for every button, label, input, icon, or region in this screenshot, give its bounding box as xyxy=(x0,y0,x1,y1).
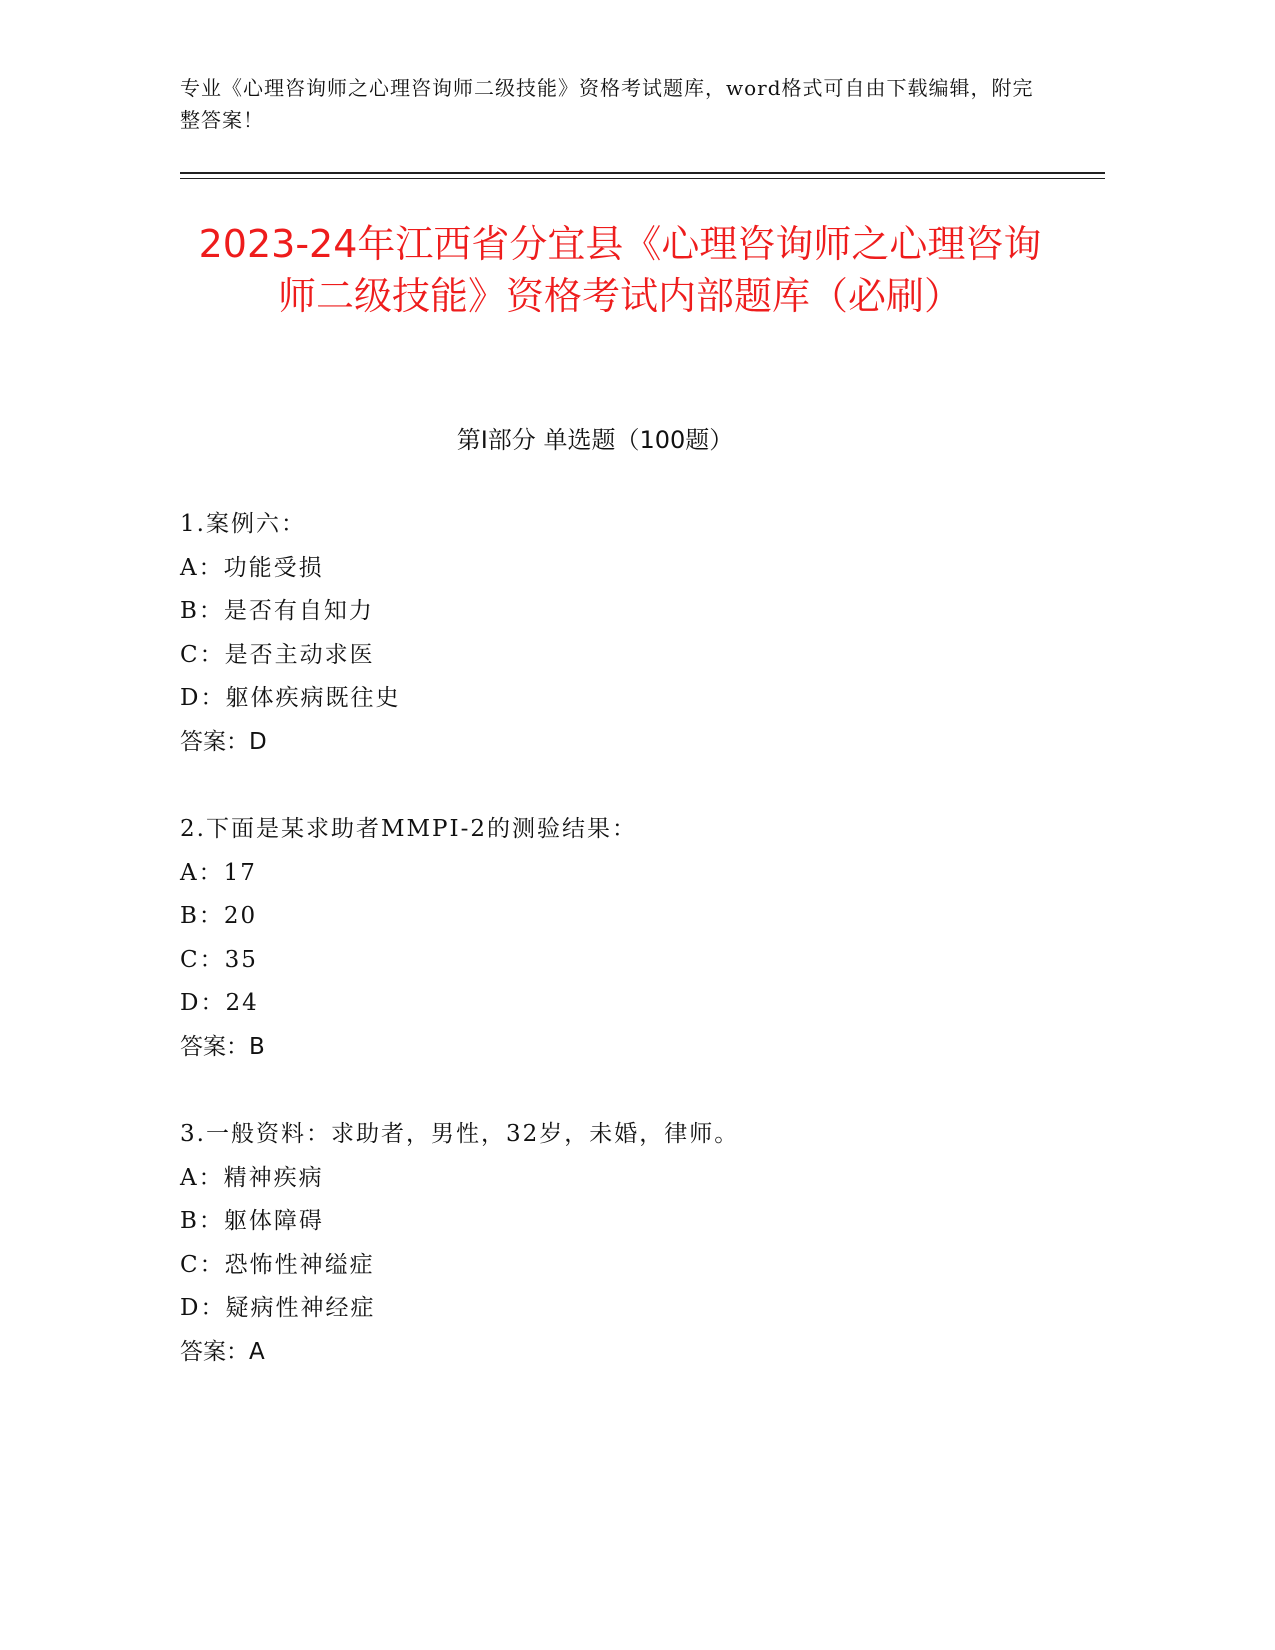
option-key: B： xyxy=(180,598,224,624)
option-text: 是否主动求医 xyxy=(224,641,375,668)
option-key: D： xyxy=(180,990,226,1016)
option-c xyxy=(180,634,1080,678)
option-key: B： xyxy=(180,1208,224,1234)
option-key: A： xyxy=(180,554,224,581)
option-c xyxy=(180,1244,1080,1288)
header-note: 专业《心理咨询师之心理咨询师二级技能》资格考试题库，word格式可自由下载编辑，附完整答案！ xyxy=(180,76,1034,132)
option-b xyxy=(180,895,1080,939)
section-title: 第Ⅰ部分 单选题（100题） xyxy=(456,426,734,454)
question-stem: 2.下面是某求助者MMPI-2的测验结果： xyxy=(180,816,638,842)
header-rule-thick xyxy=(180,172,1105,174)
option-text: 35 xyxy=(224,946,258,973)
option-text: 24 xyxy=(225,990,259,1016)
option-key: C： xyxy=(180,641,225,668)
option-c xyxy=(180,939,1080,983)
option-text: 躯体障碍 xyxy=(223,1208,324,1234)
option-key: D： xyxy=(180,1295,226,1321)
option-d xyxy=(180,1287,1080,1331)
question-stem: 1.案例六： xyxy=(180,511,306,537)
option-text: 疑病性神经症 xyxy=(225,1295,376,1321)
option-key: B： xyxy=(180,903,224,929)
option-d xyxy=(180,677,1080,721)
option-key: C： xyxy=(180,946,225,973)
option-text: 精神疾病 xyxy=(223,1164,324,1191)
option-text: 功能受损 xyxy=(223,554,324,581)
option-b xyxy=(180,590,1080,634)
document-title: 2023-24年江西省分宜县《心理咨询师之心理咨询师二级技能》资格考试内部题库（必刷） xyxy=(198,222,1042,318)
option-key: A： xyxy=(180,1164,224,1191)
option-text: 17 xyxy=(223,859,257,886)
answer: 答案：D xyxy=(180,728,267,755)
option-text: 是否有自知力 xyxy=(223,598,374,624)
option-a xyxy=(180,852,1080,896)
option-d xyxy=(180,982,1080,1026)
option-key: A： xyxy=(180,859,224,886)
option-a xyxy=(180,547,1080,591)
question-2 xyxy=(180,808,1080,1069)
question-stem: 3.一般资料：求助者，男性，32岁，未婚，律师。 xyxy=(180,1121,740,1147)
option-b xyxy=(180,1200,1080,1244)
option-text: 躯体疾病既往史 xyxy=(225,685,401,711)
header-rule-thin xyxy=(180,178,1105,179)
option-key: D： xyxy=(180,685,226,711)
answer: 答案：B xyxy=(180,1033,265,1060)
answer: 答案：A xyxy=(180,1338,265,1365)
option-a xyxy=(180,1157,1080,1201)
option-text: 20 xyxy=(223,903,258,929)
question-3 xyxy=(180,1113,1080,1374)
option-key: C： xyxy=(180,1251,225,1278)
option-text: 恐怖性神缢症 xyxy=(224,1251,375,1278)
question-1 xyxy=(180,503,1080,764)
